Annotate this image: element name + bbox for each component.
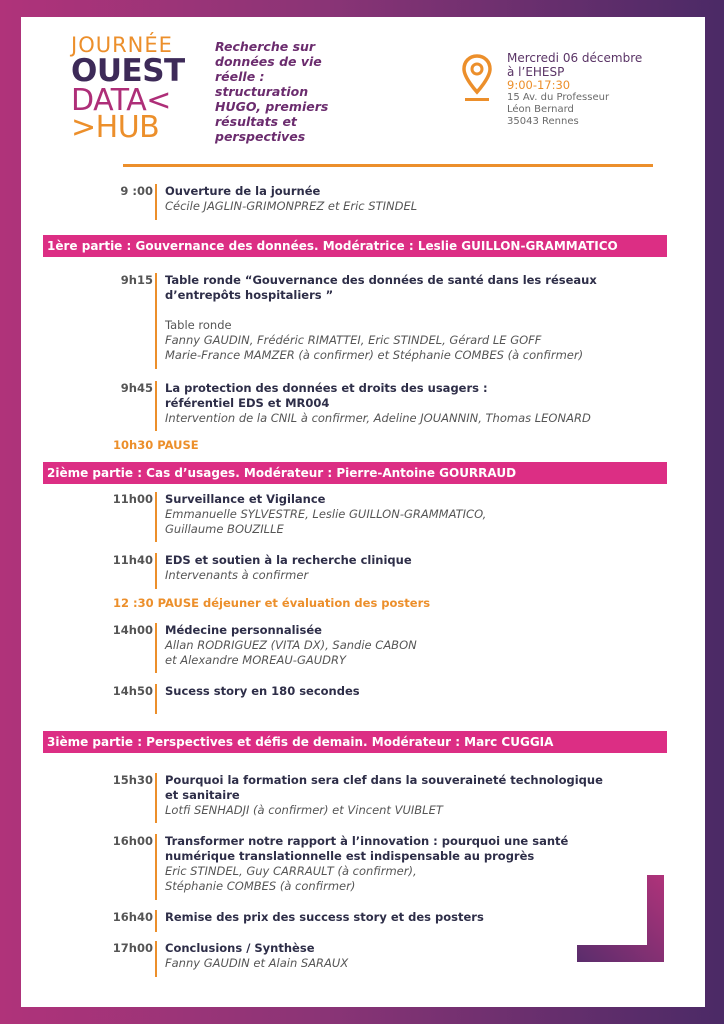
event-address-line: 35043 Rennes: [507, 116, 579, 127]
session-time: 9h15: [120, 273, 153, 287]
subtitle-line: structuration: [215, 84, 309, 99]
header-divider: [123, 164, 653, 167]
logo-line-4: >HUB: [71, 110, 160, 145]
subtitle-line: résultats et: [215, 114, 297, 129]
timeline-bar: [155, 184, 157, 220]
session-speakers: Emmanuelle SYLVESTRE, Leslie GUILLON-GRAMMATICO,: [165, 507, 487, 521]
session-time: 15h30: [112, 773, 153, 787]
session-time: 16h00: [112, 834, 153, 848]
timeline-bar: [155, 910, 157, 932]
session-title: Ouverture de la journée: [165, 184, 321, 198]
session-title: EDS et soutien à la recherche clinique: [165, 553, 412, 567]
session-speakers: Lotfi SENHADJI (à confirmer) et Vincent VUIBLET: [165, 803, 443, 817]
subtitle-line: Recherche sur: [215, 39, 316, 54]
session-speakers: Intervenants à confirmer: [165, 568, 309, 582]
session-speakers: Guillaume BOUZILLE: [165, 522, 284, 536]
subtitle-line: HUGO, premiers: [215, 99, 329, 114]
event-address-line: 15 Av. du Professeur: [507, 92, 610, 103]
session-time: 11h00: [112, 492, 153, 506]
session-title: La protection des données et droits des usagers :: [165, 381, 488, 395]
session-title: d’entrepôts hospitaliers ”: [165, 288, 334, 302]
event-address-line: Léon Bernard: [507, 104, 574, 115]
session-speakers: Marie-France MAMZER (à confirmer) et Stéphanie COMBES (à confirmer): [165, 348, 584, 362]
session-title: Pourquoi la formation sera clef dans la souveraineté technologique: [165, 773, 603, 787]
timeline-bar: [155, 273, 157, 369]
session-time: 17h00: [112, 941, 153, 955]
session-time: 9 :00: [120, 184, 153, 198]
logo-line-1: JOURNÉE: [71, 33, 173, 57]
corner-bracket-decoration: [577, 875, 664, 962]
session-time: 16h40: [112, 910, 153, 924]
logo-line-2: OUEST: [71, 53, 185, 89]
subtitle-line: perspectives: [215, 129, 306, 144]
session-title: Médecine personnalisée: [165, 623, 322, 637]
timeline-bar: [155, 623, 157, 673]
session-title: Conclusions / Synthèse: [165, 941, 315, 955]
part-3-banner: 3ième partie : Perspectives et défis de demain. Modérateur : Marc CUGGIA: [43, 731, 667, 753]
session-time: 9h45: [120, 381, 153, 395]
session-title: et sanitaire: [165, 788, 240, 802]
session-speakers: Fanny GAUDIN, Frédéric RIMATTEI, Eric STINDEL, Gérard LE GOFF: [165, 333, 542, 347]
timeline-bar: [155, 941, 157, 977]
session-title: numérique translationnelle est indispensable au progrès: [165, 849, 535, 863]
session-title: Transformer notre rapport à l’innovation : pourquoi une santé: [165, 834, 569, 848]
session-title: Sucess story en 180 secondes: [165, 684, 360, 698]
session-speakers: Allan RODRIGUEZ (VITA DX), Sandie CABON: [165, 638, 417, 652]
session-title: Surveillance et Vigilance: [165, 492, 326, 506]
subtitle-line: données de vie: [215, 54, 322, 69]
session-speakers: Cécile JAGLIN-GRIMONPREZ et Eric STINDEL: [165, 199, 418, 213]
timeline-bar: [155, 773, 157, 823]
program-sheet: [21, 17, 705, 1007]
event-date: Mercredi 06 décembre: [507, 51, 643, 65]
logo-line-3: DATA<: [71, 83, 171, 118]
session-speakers: Stéphanie COMBES (à confirmer): [165, 879, 356, 893]
session-speakers: Fanny GAUDIN et Alain SARAUX: [165, 956, 349, 970]
session-speakers: Intervention de la CNIL à confirmer, Adeline JOUANNIN, Thomas LEONARD: [165, 411, 591, 425]
timeline-bar: [155, 834, 157, 900]
map-pin-icon: [462, 54, 492, 106]
event-logo: [71, 33, 201, 145]
event-subtitle: [215, 39, 355, 144]
session-time: 11h40: [112, 553, 153, 567]
timeline-bar: [155, 553, 157, 589]
event-venue: à l’EHESP: [507, 65, 565, 79]
session-title: référentiel EDS et MR004: [165, 396, 330, 410]
timeline-bar: [155, 381, 157, 431]
part-2-banner: 2ième partie : Cas d’usages. Modérateur : Pierre-Antoine GOURRAUD: [43, 462, 667, 484]
session-title: Table ronde “Gouvernance des données de santé dans les réseaux: [165, 273, 597, 287]
session-title: Remise des prix des success story et des posters: [165, 910, 484, 924]
session-time: 14h00: [112, 623, 153, 637]
session-label: Table ronde: [165, 318, 232, 332]
timeline-bar: [155, 492, 157, 542]
session-speakers: et Alexandre MOREAU-GAUDRY: [165, 653, 347, 667]
lunch-pause: 12 :30 PAUSE déjeuner et évaluation des posters: [113, 596, 431, 610]
timeline-bar: [155, 684, 157, 714]
pause-break: 10h30 PAUSE: [113, 438, 199, 452]
session-time: 14h50: [112, 684, 153, 698]
event-time: 9:00-17:30: [507, 78, 571, 92]
subtitle-line: réelle :: [215, 69, 265, 84]
session-speakers: Eric STINDEL, Guy CARRAULT (à confirmer),: [165, 864, 417, 878]
event-info: [507, 51, 687, 128]
part-1-banner: 1ère partie : Gouvernance des données. Modératrice : Leslie GUILLON-GRAMMATICO: [43, 235, 667, 257]
